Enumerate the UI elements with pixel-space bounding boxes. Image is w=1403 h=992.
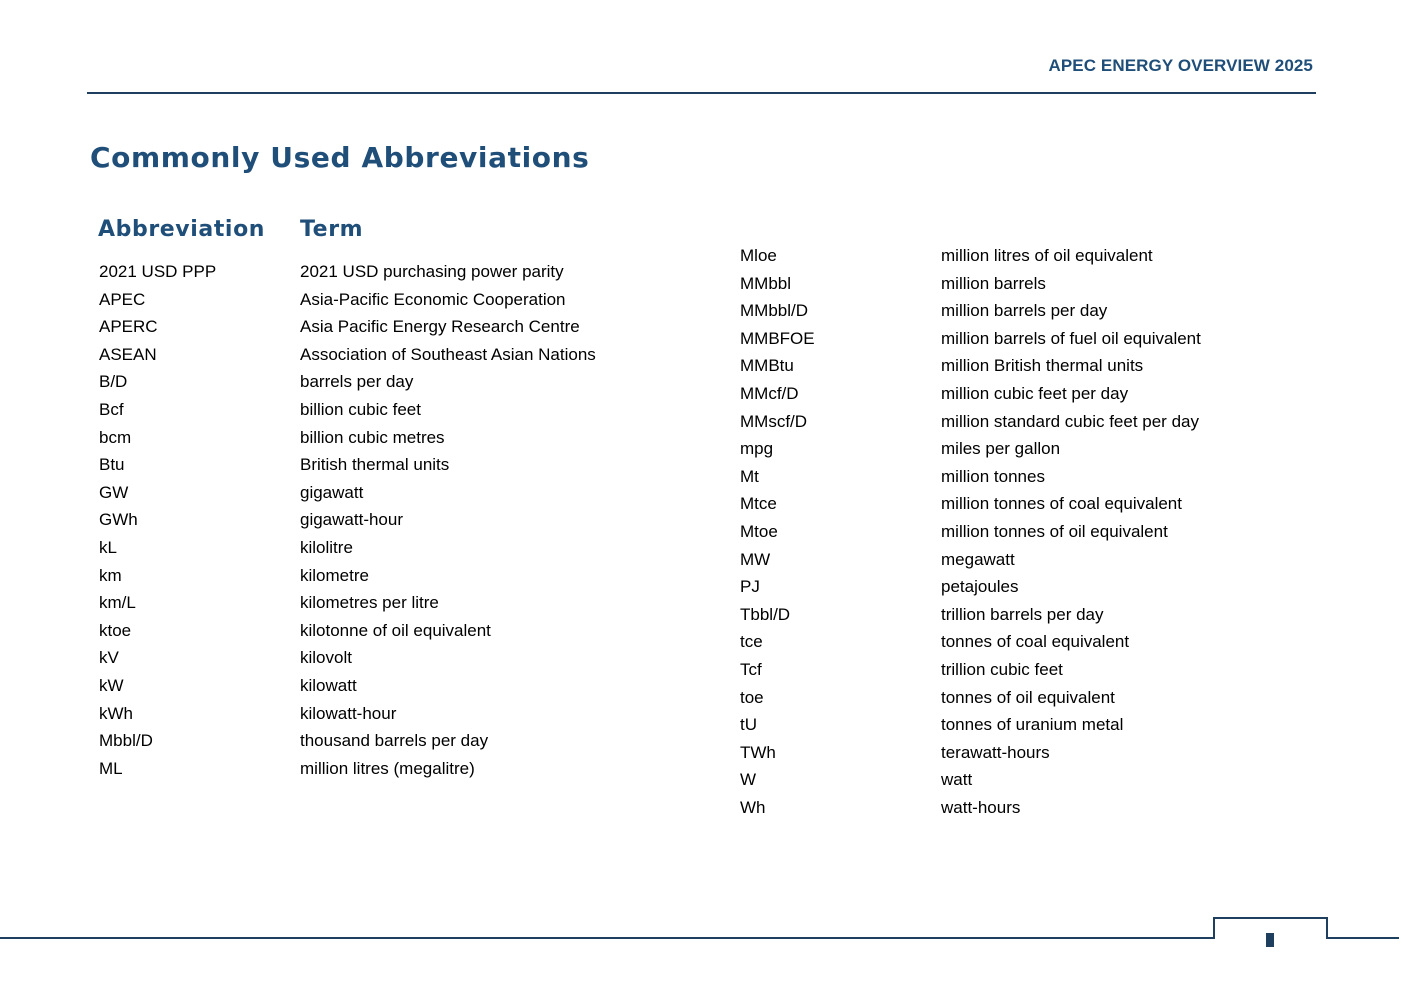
abbreviation: ASEAN [99, 344, 157, 364]
abbreviation: MMcf/D [740, 383, 799, 403]
abbreviation: km/L [99, 593, 136, 613]
abbreviation-row [740, 490, 1201, 518]
abbreviation: MMbbl [740, 273, 792, 293]
abbreviation: 2021 USD PPP [99, 262, 217, 281]
abbreviation-row [740, 601, 1201, 629]
abbreviation-row [99, 368, 596, 396]
header-rule [87, 92, 1316, 94]
abbreviation-row [99, 617, 596, 645]
abbreviation-row [740, 573, 1201, 601]
term: million tonnes of oil equivalent [941, 521, 1168, 541]
abbreviation: MW [740, 549, 771, 569]
term: trillion cubic feet [941, 659, 1063, 679]
abbreviation: Tbbl/D [740, 604, 791, 624]
abbreviation-row [740, 656, 1201, 684]
page-number-mark [1266, 933, 1274, 947]
term: kilovolt [300, 648, 352, 668]
abbreviation-row [99, 562, 596, 590]
term: million litres of oil equivalent [941, 246, 1153, 265]
abbreviation: kV [99, 648, 119, 668]
abbreviation-row [99, 258, 596, 286]
abbreviation-row [99, 506, 596, 534]
abbreviation: tU [740, 715, 757, 735]
term: kilotonne of oil equivalent [300, 620, 491, 640]
abbreviation-row [740, 739, 1201, 767]
abbreviation: kWh [99, 703, 133, 723]
abbreviation: Mbbl/D [99, 731, 153, 751]
abbreviation-row [740, 325, 1201, 353]
abbreviation-row [740, 435, 1201, 463]
term: watt [941, 770, 973, 790]
abbreviation: B/D [99, 372, 128, 392]
abbreviation: bcm [99, 427, 132, 447]
term: Association of Southeast Asian Nations [300, 344, 596, 364]
term: tonnes of uranium metal [941, 715, 1124, 735]
abbreviation-row [99, 589, 596, 617]
term: petajoules [941, 577, 1019, 597]
term: million barrels of fuel oil equivalent [941, 328, 1201, 348]
abbreviation-row [99, 672, 596, 700]
term: trillion barrels per day [941, 604, 1104, 624]
abbreviation-column-header: Abbreviation [98, 217, 266, 242]
term: kilolitre [300, 537, 353, 557]
abbreviation: mpg [740, 439, 774, 459]
abbreviation-row [99, 396, 596, 424]
term: million cubic feet per day [941, 383, 1129, 403]
abbreviation-row [99, 479, 596, 507]
abbreviation: kL [99, 537, 117, 557]
abbreviation-list-left [99, 258, 596, 782]
abbreviation-row [740, 297, 1201, 325]
term: barrels per day [300, 372, 414, 392]
abbreviation: Tcf [740, 659, 762, 679]
term: kilometres per litre [300, 593, 439, 613]
abbreviation-row [99, 644, 596, 672]
term-column-header: Term [300, 217, 364, 242]
term: tonnes of coal equivalent [941, 632, 1130, 652]
abbreviation-row [740, 380, 1201, 408]
term: 2021 USD purchasing power parity [300, 262, 564, 281]
term: million standard cubic feet per day [941, 411, 1199, 431]
abbreviation: MMscf/D [740, 411, 808, 431]
abbreviation-row [99, 700, 596, 728]
abbreviation-row [99, 727, 596, 755]
abbreviation-row [99, 341, 596, 369]
abbreviation-row [740, 711, 1201, 739]
term: Asia Pacific Energy Research Centre [300, 317, 580, 337]
abbreviation-row [740, 518, 1201, 546]
abbreviation: GWh [99, 510, 138, 530]
abbreviation-row [740, 352, 1201, 380]
term: billion cubic metres [300, 427, 445, 447]
term: terawatt-hours [941, 742, 1050, 762]
term: miles per gallon [941, 439, 1061, 459]
term: watt-hours [941, 797, 1021, 817]
abbreviation: Mtce [740, 494, 777, 514]
abbreviation: Bcf [99, 399, 124, 419]
abbreviation: ktoe [99, 620, 132, 640]
abbreviation: Mtoe [740, 521, 778, 541]
term: megawatt [941, 549, 1015, 569]
term: billion cubic feet [300, 399, 421, 419]
abbreviation: PJ [740, 577, 760, 597]
abbreviation: Mloe [740, 246, 777, 265]
abbreviation: toe [740, 687, 764, 707]
abbreviation: TWh [740, 742, 776, 762]
term: gigawatt [300, 482, 364, 502]
abbreviation-row [99, 755, 596, 783]
abbreviation-row [99, 424, 596, 452]
term: kilowatt-hour [300, 703, 397, 723]
abbreviation: kW [99, 675, 124, 695]
abbreviation-row [99, 313, 596, 341]
term: tonnes of oil equivalent [941, 687, 1115, 707]
abbreviation-row [99, 451, 596, 479]
term: thousand barrels per day [300, 731, 489, 751]
term: million tonnes [941, 466, 1045, 486]
term: gigawatt-hour [300, 510, 404, 530]
abbreviation-row [740, 766, 1201, 794]
term: million tonnes of coal equivalent [941, 494, 1182, 514]
footer-rule [0, 937, 1214, 939]
abbreviation: km [99, 565, 122, 585]
abbreviation-row [740, 794, 1201, 822]
abbreviation: ML [99, 758, 123, 778]
term: million British thermal units [941, 356, 1144, 376]
abbreviation: MMbbl/D [740, 301, 809, 321]
abbreviation: Mt [740, 466, 759, 486]
abbreviation-row [740, 270, 1201, 298]
abbreviation-row [740, 242, 1201, 270]
term: million barrels [941, 273, 1046, 293]
term: million barrels per day [941, 301, 1108, 321]
running-header: APEC ENERGY OVERVIEW 2025 [1048, 56, 1313, 75]
term: British thermal units [300, 455, 450, 475]
abbreviation-row [740, 684, 1201, 712]
term: kilowatt [300, 675, 357, 695]
abbreviation: MMBFOE [740, 328, 815, 348]
page-title: Commonly Used Abbreviations [90, 141, 590, 174]
abbreviation: Btu [99, 455, 125, 475]
abbreviation: tce [740, 632, 763, 652]
abbreviation-row [740, 546, 1201, 574]
abbreviation-row [740, 628, 1201, 656]
abbreviation-list-right [740, 242, 1201, 821]
abbreviation: Wh [740, 797, 766, 817]
abbreviation-row [740, 408, 1201, 436]
abbreviation: APERC [99, 317, 158, 337]
abbreviation: MMBtu [740, 356, 794, 376]
abbreviation-row [740, 463, 1201, 491]
abbreviation: GW [99, 482, 129, 502]
term: kilometre [300, 565, 369, 585]
footer-rule-end [1326, 937, 1399, 939]
abbreviation: APEC [99, 289, 146, 309]
abbreviation: W [740, 770, 757, 790]
abbreviation-row [99, 534, 596, 562]
term: million litres (megalitre) [300, 758, 475, 778]
term: Asia-Pacific Economic Cooperation [300, 289, 566, 309]
abbreviation-row [99, 286, 596, 314]
